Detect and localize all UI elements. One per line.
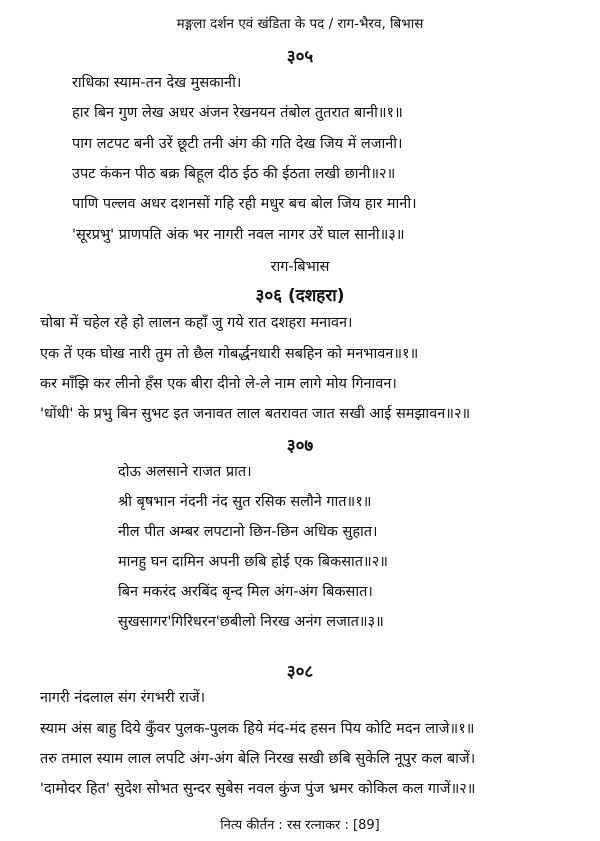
verse-line: तरु तमाल स्याम लाल लपटि अंग-अंग बेलि निरख सखी छबि सुकेलि नूपुर कल बाजें। xyxy=(40,751,476,767)
verse-line: मानहु घन दामिन अपनी छबि होई एक बिकसात॥२॥ xyxy=(118,554,388,570)
verse-line: कर माँझि कर लीनो हँस एक बीरा दीनो ले-ले नाम लागे मोय गिनावन। xyxy=(40,376,397,392)
verse-line: 'सूरप्रभु' प्राणपति अंक भर नागरी नवल नागर उरें घाल सानी॥३॥ xyxy=(72,227,405,243)
verse-line: 'दामोदर हित' सुदेश सोभत सुन्दर सुबेस नवल कुंज पुंज भ्रमर कोकिल कल गाजें॥२॥ xyxy=(40,781,476,797)
verse-line: हार बिन गुण लेख अधर अंजन रेखनयन तंबोल तुतरात बानी॥१॥ xyxy=(72,105,403,121)
verse-line: राधिका स्याम-तन देख मुसकानी। xyxy=(72,75,242,91)
verse-line: पाणि पल्लव अधर दशनसों गहि रही मधुर बच बोल जिय हार मानी। xyxy=(72,196,417,212)
verse-line: नागरी नंदलाल संग रंगभरी राजें। xyxy=(40,690,206,706)
verse-line: नील पीत अम्बर लपटानो छिन-छिन अधिक सुहात। xyxy=(118,524,378,540)
raga-heading: राग-बिभास xyxy=(270,259,330,275)
pad-number-305: ३०५ xyxy=(286,47,314,67)
pad-number-308: ३०८ xyxy=(286,662,314,682)
verse-line: श्री बृषभान नंदनी नंद सुत रसिक सलौने गात॥१॥ xyxy=(118,494,372,510)
running-header: मङ्गला दर्शन एवं खंडिता के पद / राग-भैरव, बिभास xyxy=(176,16,424,32)
verse-line: उपट कंकन पीठ बक्र बिहूल दीठ ईठ की ईठता लखी छानी॥२॥ xyxy=(72,166,396,182)
verse-line: पाग लटपट बनी उरें छूटी तनी अंग की गति देख जिय में लजानी। xyxy=(72,136,403,152)
verse-line: बिन मकरंद अरबिंद बृन्द मिल अंग-अंग बिकसात। xyxy=(118,584,373,600)
pad-number-307: ३०७ xyxy=(286,436,314,456)
verse-line: सुखसागर'गिरिधरन'छबीलो निरख अनंग लजात॥३॥ xyxy=(118,614,384,630)
verse-line: एक तें एक घोख नारी तुम तो छैल गोबर्द्धनधारी सबहिन को मनभावन॥१॥ xyxy=(40,346,419,362)
page-footer: नित्य कीर्तन : रस रत्नाकर : [89] xyxy=(220,818,380,833)
pad-number-306: ३०६ (दशहरा) xyxy=(255,286,345,306)
verse-line: स्याम अंस बाहु दिये कुँवर पुलक-पुलक हिये मंद-मंद हसन पिय कोटि मदन लाजे॥१॥ xyxy=(40,721,475,737)
verse-line: 'धोंधी' के प्रभु बिन सुभट इत जनावत लाल बतरावत जात सखी आई समझावन॥२॥ xyxy=(40,406,471,422)
verse-line: दोऊ अलसाने राजत प्रात। xyxy=(118,464,252,480)
verse-line: चोबा में चहेल रहे हो लालन कहाँ जु गये रात दशहरा मनावन। xyxy=(40,315,353,331)
